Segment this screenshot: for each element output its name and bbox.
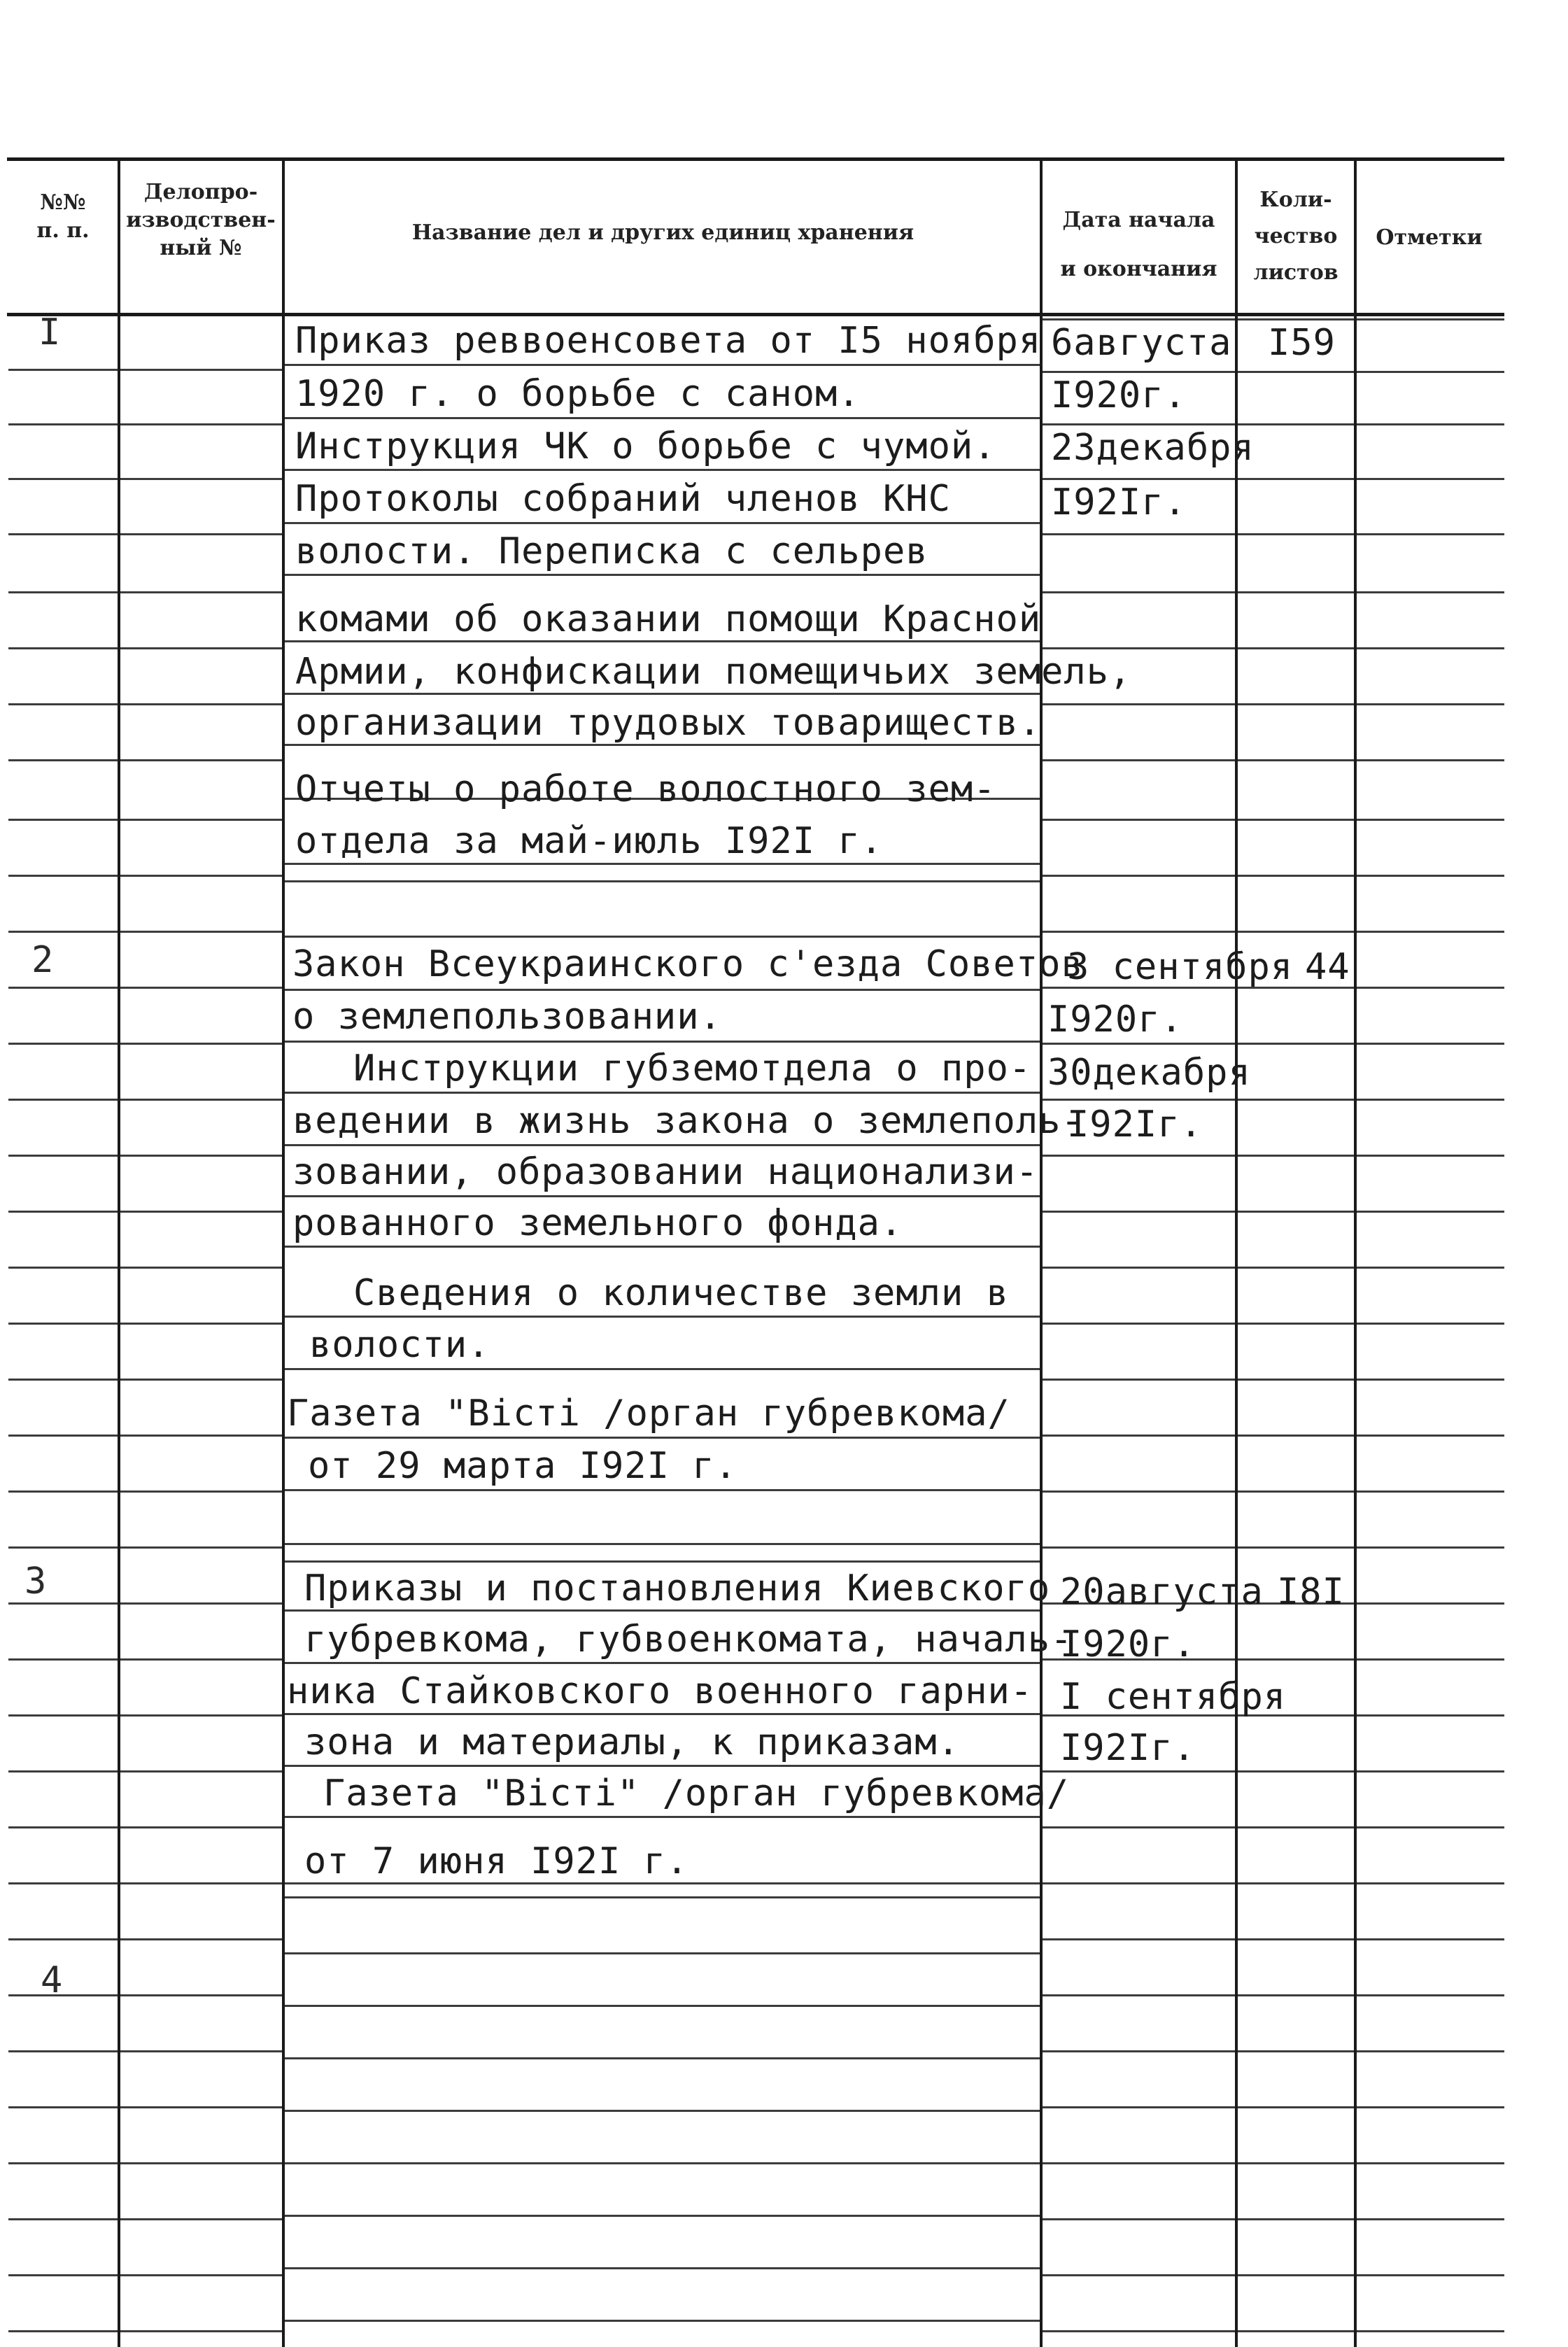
ruled-line-dates-col xyxy=(1043,759,1235,761)
ruled-line-office-col xyxy=(120,1043,282,1045)
ruled-line-title-col xyxy=(285,863,1040,865)
entry-1-line-9: Отчеты о работе волостного зем- xyxy=(295,768,996,810)
ruled-line-sheets-col xyxy=(1238,2274,1354,2276)
ruled-line-number-col xyxy=(8,1882,118,1884)
ruled-line-sheets-col xyxy=(1238,1546,1354,1549)
ruled-line-number-col xyxy=(8,2330,118,2332)
header-sheets-line-1: Коли- xyxy=(1259,188,1332,212)
ruled-line-number-col xyxy=(8,1267,118,1269)
header-notes xyxy=(1357,224,1501,252)
ruled-line-title-col xyxy=(285,2267,1040,2269)
ruled-line-notes-col xyxy=(1357,2050,1504,2052)
ruled-line-number-col xyxy=(8,1714,118,1717)
ruled-line-title-col xyxy=(285,1316,1040,1318)
entry-2-number: 2 xyxy=(31,939,55,981)
entry-3-date-2: I920г. xyxy=(1060,1623,1196,1665)
ruled-line-number-col xyxy=(8,759,118,761)
ruled-line-office-col xyxy=(120,703,282,705)
ruled-line-sheets-col xyxy=(1238,1435,1354,1437)
ruled-line-number-col xyxy=(8,1435,118,1437)
ruled-line-sheets-col xyxy=(1238,478,1354,480)
ruled-line-office-col xyxy=(120,423,282,425)
entry-1-line-8: организации трудовых товариществ. xyxy=(295,702,1042,744)
ruled-line-dates-col xyxy=(1043,1490,1235,1493)
ruled-line-notes-col xyxy=(1357,703,1504,705)
ruled-line-title-col xyxy=(285,1489,1040,1491)
ruled-line-number-col xyxy=(8,1602,118,1605)
header-office-number xyxy=(120,178,281,262)
entry-1-date-3: 23декабря xyxy=(1051,427,1255,469)
ruled-line-title-col xyxy=(285,1144,1040,1146)
entry-4-number: 4 xyxy=(41,1959,64,2001)
ruled-line-dates-col xyxy=(1043,2330,1235,2332)
ruled-line-number-col xyxy=(8,423,118,425)
ruled-line-dates-col xyxy=(1043,478,1235,480)
ruled-line-title-col xyxy=(285,1816,1040,1818)
ruled-line-sheets-col xyxy=(1238,703,1354,705)
ruled-line-dates-col xyxy=(1043,318,1235,320)
ruled-line-title-col xyxy=(285,1368,1040,1370)
ruled-line-number-col xyxy=(8,987,118,989)
ruled-line-dates-col xyxy=(1043,1882,1235,1884)
ruled-line-title-col xyxy=(285,1713,1040,1715)
ruled-line-title-col xyxy=(285,1560,1040,1563)
ruled-line-title-col xyxy=(285,1896,1040,1898)
entry-3-sheets: I8I xyxy=(1277,1571,1345,1613)
ruled-line-dates-col xyxy=(1043,591,1235,593)
ruled-line-title-col xyxy=(285,469,1040,471)
ruled-line-number-col xyxy=(8,703,118,705)
ruled-line-number-col xyxy=(8,533,118,535)
header-dates-line-2: и окончания xyxy=(1060,257,1217,281)
ruled-line-office-col xyxy=(120,647,282,649)
ruled-line-sheets-col xyxy=(1238,423,1354,425)
entry-3-line-3: ника Стайковского военного гарни- xyxy=(287,1670,1033,1712)
ruled-line-office-col xyxy=(120,1490,282,1493)
header-office-line-2: изводствен- xyxy=(126,208,276,232)
ruled-line-office-col xyxy=(120,1435,282,1437)
ruled-line-notes-col xyxy=(1357,819,1504,821)
ruled-line-sheets-col xyxy=(1238,1155,1354,1157)
entry-1-line-10: отдела за май-июль I92I г. xyxy=(295,820,883,862)
ruled-line-office-col xyxy=(120,2274,282,2276)
ruled-line-dates-col xyxy=(1043,2162,1235,2164)
ruled-line-notes-col xyxy=(1357,1155,1504,1157)
ruled-line-notes-col xyxy=(1357,1546,1504,1549)
header-office-line-1: Делопро- xyxy=(143,180,258,204)
ruled-line-office-col xyxy=(120,759,282,761)
ruled-line-title-col xyxy=(285,417,1040,419)
ruled-line-dates-col xyxy=(1043,1379,1235,1381)
header-dates-line-1: Дата начала xyxy=(1062,208,1215,232)
ruled-line-dates-col xyxy=(1043,1435,1235,1437)
header-title xyxy=(287,219,1039,247)
entry-1-date-4: I92Iг. xyxy=(1051,481,1187,523)
ruled-line-title-col xyxy=(285,936,1040,938)
ruled-line-title-col xyxy=(285,574,1040,576)
entry-3-line-4: зона и материалы, к приказам. xyxy=(304,1721,960,1763)
ruled-line-sheets-col xyxy=(1238,647,1354,649)
ruled-line-office-col xyxy=(120,1938,282,1940)
ruled-line-number-col xyxy=(8,369,118,371)
ruled-line-sheets-col xyxy=(1238,1658,1354,1661)
entry-1-line-3: Инструкция ЧК о борьбе с чумой. xyxy=(295,425,996,467)
entry-2-line-6: рованного земельного фонда. xyxy=(292,1202,903,1244)
entry-2-sheets: 44 xyxy=(1305,946,1350,988)
ruled-line-dates-col xyxy=(1043,1826,1235,1828)
ruled-line-number-col xyxy=(8,647,118,649)
ruled-line-notes-col xyxy=(1357,759,1504,761)
entry-1-line-4: Протоколы собраний членов КНС xyxy=(295,478,951,520)
ruled-line-sheets-col xyxy=(1238,1994,1354,1996)
header-sheets xyxy=(1238,182,1354,291)
ruled-line-notes-col xyxy=(1357,2162,1504,2164)
entry-1-line-2: 1920 г. о борьбе с саном. xyxy=(295,373,861,415)
ruled-line-number-col xyxy=(8,1546,118,1549)
ruled-line-dates-col xyxy=(1043,371,1235,373)
column-rule-3 xyxy=(1040,157,1043,2347)
entry-2-date-1: 3 сентября xyxy=(1067,946,1294,988)
entry-3-line-1: Приказы и постановления Киевского xyxy=(304,1567,1051,1609)
column-rule-1 xyxy=(118,157,120,2347)
ruled-line-title-col xyxy=(285,640,1040,642)
ruled-line-office-col xyxy=(120,1602,282,1605)
ruled-line-title-col xyxy=(285,2057,1040,2059)
ruled-line-number-col xyxy=(8,1826,118,1828)
ruled-line-notes-col xyxy=(1357,1602,1504,1605)
ruled-line-title-col xyxy=(285,1543,1040,1545)
ruled-line-sheets-col xyxy=(1238,2106,1354,2108)
ruled-line-office-col xyxy=(120,1379,282,1381)
header-number-line-1: №№ xyxy=(40,190,86,215)
entry-1-date-2: I920г. xyxy=(1051,374,1187,416)
ruled-line-office-col xyxy=(120,1546,282,1549)
entry-1-date-1: 6августа xyxy=(1051,322,1232,364)
ruled-line-office-col xyxy=(120,2050,282,2052)
ruled-line-office-col xyxy=(120,819,282,821)
ruled-line-notes-col xyxy=(1357,2274,1504,2276)
ruled-line-office-col xyxy=(120,1714,282,1717)
ruled-line-office-col xyxy=(120,2218,282,2220)
entry-1-sheets: I59 xyxy=(1268,322,1336,364)
ruled-line-notes-col xyxy=(1357,1211,1504,1213)
ruled-line-title-col xyxy=(285,2162,1040,2164)
header-number-line-2: п. п. xyxy=(36,218,90,243)
entry-2-line-9: Газета "Вістi /орган губревкома/ xyxy=(287,1393,1010,1435)
ruled-line-sheets-col xyxy=(1238,759,1354,761)
ruled-line-number-col xyxy=(8,2050,118,2052)
ruled-line-sheets-col xyxy=(1238,591,1354,593)
ruled-line-notes-col xyxy=(1357,1099,1504,1101)
entry-2-date-2: I920г. xyxy=(1047,999,1183,1041)
entry-1-line-5: волости. Переписка с сельрев xyxy=(295,530,928,572)
entry-2-line-3: Инструкции губземотдела о про- xyxy=(353,1048,1032,1090)
entry-1-line-6: комами об оказании помощи Красной xyxy=(295,598,1042,640)
ruled-line-office-col xyxy=(120,591,282,593)
ruled-line-dates-col xyxy=(1043,1323,1235,1325)
ruled-line-notes-col xyxy=(1357,1379,1504,1381)
ruled-line-office-col xyxy=(120,2330,282,2332)
ruled-line-notes-col xyxy=(1357,1938,1504,1940)
ruled-line-dates-col xyxy=(1043,703,1235,705)
ruled-line-number-col xyxy=(8,1938,118,1940)
header-title-text: Название дел и других единиц хранения xyxy=(411,220,914,245)
ruled-line-notes-col xyxy=(1357,1490,1504,1493)
ruled-line-title-col xyxy=(285,744,1040,746)
ruled-line-office-col xyxy=(120,2162,282,2164)
ruled-line-title-col xyxy=(285,1437,1040,1439)
ruled-line-number-col xyxy=(8,2218,118,2220)
ruled-line-notes-col xyxy=(1357,931,1504,933)
ruled-line-office-col xyxy=(120,987,282,989)
ruled-line-notes-col xyxy=(1357,533,1504,535)
ruled-line-number-col xyxy=(8,1155,118,1157)
ruled-line-notes-col xyxy=(1357,1043,1504,1045)
ruled-line-sheets-col xyxy=(1238,371,1354,373)
ruled-line-number-col xyxy=(8,1379,118,1381)
ruled-line-sheets-col xyxy=(1238,1267,1354,1269)
ruled-line-notes-col xyxy=(1357,2218,1504,2220)
ruled-line-office-col xyxy=(120,1155,282,1157)
ruled-line-office-col xyxy=(120,1994,282,1996)
ruled-line-dates-col xyxy=(1043,2274,1235,2276)
ruled-line-office-col xyxy=(120,1323,282,1325)
ruled-line-notes-col xyxy=(1357,2106,1504,2108)
ruled-line-number-col xyxy=(8,1043,118,1045)
entry-2-line-1: Закон Всеукраинского с'езда Советов xyxy=(292,943,1084,985)
ruled-line-notes-col xyxy=(1357,371,1504,373)
ruled-line-dates-col xyxy=(1043,1043,1235,1045)
header-notes-text: Отметки xyxy=(1376,225,1483,250)
ruled-line-title-col xyxy=(285,1609,1040,1612)
ruled-line-sheets-col xyxy=(1238,1770,1354,1772)
ruled-line-sheets-col xyxy=(1238,1211,1354,1213)
ruled-line-sheets-col xyxy=(1238,875,1354,877)
ruled-line-notes-col xyxy=(1357,591,1504,593)
ruled-line-dates-col xyxy=(1043,1546,1235,1549)
entry-2-date-4: I92Iг. xyxy=(1067,1104,1203,1146)
ruled-line-office-col xyxy=(120,1826,282,1828)
ruled-line-title-col xyxy=(285,693,1040,695)
ruled-line-title-col xyxy=(285,2110,1040,2112)
ruled-line-sheets-col xyxy=(1238,1490,1354,1493)
ruled-line-number-col xyxy=(8,1211,118,1213)
ruled-line-office-col xyxy=(120,478,282,480)
ruled-line-sheets-col xyxy=(1238,1099,1354,1101)
ruled-line-title-col xyxy=(285,522,1040,524)
entry-1-line-1: Приказ реввоенсовета от I5 ноября xyxy=(295,320,1042,362)
header-office-line-3: ный № xyxy=(160,236,242,260)
column-rule-5 xyxy=(1354,157,1357,2347)
ruled-line-dates-col xyxy=(1043,423,1235,425)
ruled-line-number-col xyxy=(8,2274,118,2276)
ruled-line-sheets-col xyxy=(1238,2050,1354,2052)
entry-3-number: 3 xyxy=(24,1560,48,1602)
ruled-line-sheets-col xyxy=(1238,819,1354,821)
ruled-line-sheets-col xyxy=(1238,1826,1354,1828)
ruled-line-notes-col xyxy=(1357,1770,1504,1772)
ruled-line-title-col xyxy=(285,1765,1040,1767)
header-bottom-rule xyxy=(7,313,1504,316)
ruled-line-title-col xyxy=(285,1952,1040,1954)
header-top-rule xyxy=(7,157,1504,161)
ruled-line-dates-col xyxy=(1043,1267,1235,1269)
column-rule-2 xyxy=(282,157,285,2347)
ruled-line-number-col xyxy=(8,875,118,877)
column-rule-4 xyxy=(1235,157,1238,2347)
ruled-line-office-col xyxy=(120,1658,282,1661)
entry-3-line-6: от 7 июня I92I г. xyxy=(304,1840,689,1882)
entry-3-date-3: I сентября xyxy=(1060,1676,1287,1718)
ruled-line-number-col xyxy=(8,2162,118,2164)
ruled-line-office-col xyxy=(120,1211,282,1213)
ruled-line-dates-col xyxy=(1043,2106,1235,2108)
ruled-line-title-col xyxy=(285,1041,1040,1043)
ruled-line-dates-col xyxy=(1043,2218,1235,2220)
ruled-line-office-col xyxy=(120,1099,282,1101)
ruled-line-office-col xyxy=(120,875,282,877)
ruled-line-title-col xyxy=(285,989,1040,991)
ruled-line-title-col xyxy=(285,1662,1040,1664)
ruled-line-sheets-col xyxy=(1238,1882,1354,1884)
ruled-line-title-col xyxy=(285,1882,1040,1884)
ruled-line-notes-col xyxy=(1357,1714,1504,1717)
entry-3-date-4: I92Iг. xyxy=(1060,1727,1196,1769)
ruled-line-title-col xyxy=(285,2320,1040,2322)
ruled-line-dates-col xyxy=(1043,1155,1235,1157)
ruled-line-title-col xyxy=(285,880,1040,882)
entry-2-line-10: от 29 марта I92I г. xyxy=(308,1445,737,1487)
ruled-line-office-col xyxy=(120,369,282,371)
ruled-line-dates-col xyxy=(1043,819,1235,821)
header-sheets-line-3: листов xyxy=(1253,260,1339,285)
ruled-line-office-col xyxy=(120,1882,282,1884)
ruled-line-title-col xyxy=(285,364,1040,366)
header-number xyxy=(14,189,112,245)
entry-3-line-2: губревкома, губвоенкомата, началь- xyxy=(304,1619,1073,1661)
ruled-line-sheets-col xyxy=(1238,318,1354,320)
ruled-line-number-col xyxy=(8,1323,118,1325)
entry-2-line-5: зовании, образовании национализи- xyxy=(292,1151,1039,1193)
ruled-line-dates-col xyxy=(1043,931,1235,933)
ruled-line-office-col xyxy=(120,533,282,535)
ruled-line-office-col xyxy=(120,931,282,933)
ruled-line-title-col xyxy=(285,1195,1040,1197)
ruled-line-notes-col xyxy=(1357,987,1504,989)
ruled-line-notes-col xyxy=(1357,318,1504,320)
header-sheets-line-2: чество xyxy=(1254,224,1338,248)
entry-2-line-7: Сведения о количестве земли в xyxy=(353,1272,1009,1314)
ruled-line-number-col xyxy=(8,1099,118,1101)
ruled-line-sheets-col xyxy=(1238,533,1354,535)
ruled-line-title-col xyxy=(285,2215,1040,2217)
ruled-line-notes-col xyxy=(1357,423,1504,425)
header-dates xyxy=(1043,196,1235,294)
ruled-line-sheets-col xyxy=(1238,2218,1354,2220)
ruled-line-notes-col xyxy=(1357,478,1504,480)
ruled-line-dates-col xyxy=(1043,1211,1235,1213)
ruled-line-number-col xyxy=(8,478,118,480)
ruled-line-number-col xyxy=(8,1770,118,1772)
ruled-line-dates-col xyxy=(1043,2050,1235,2052)
ruled-line-sheets-col xyxy=(1238,1323,1354,1325)
ruled-line-notes-col xyxy=(1357,1267,1504,1269)
ruled-line-title-col xyxy=(285,1246,1040,1248)
ruled-line-dates-col xyxy=(1043,1994,1235,1996)
entry-2-date-3: 30декабря xyxy=(1047,1052,1251,1094)
entry-1-line-7: Армии, конфискации помещичьих земель, xyxy=(295,651,1132,693)
ruled-line-sheets-col xyxy=(1238,2162,1354,2164)
ruled-line-number-col xyxy=(8,1658,118,1661)
ruled-line-notes-col xyxy=(1357,2330,1504,2332)
ruled-line-sheets-col xyxy=(1238,1938,1354,1940)
entry-2-line-8: волости. xyxy=(309,1324,490,1366)
entry-3-date-1: 20августа xyxy=(1060,1571,1264,1613)
ruled-line-notes-col xyxy=(1357,875,1504,877)
ruled-line-notes-col xyxy=(1357,1882,1504,1884)
ruled-line-sheets-col xyxy=(1238,931,1354,933)
ruled-line-notes-col xyxy=(1357,1435,1504,1437)
ruled-line-sheets-col xyxy=(1238,2330,1354,2332)
ruled-line-notes-col xyxy=(1357,647,1504,649)
ruled-line-number-col xyxy=(8,931,118,933)
ruled-line-office-col xyxy=(120,1267,282,1269)
ruled-line-dates-col xyxy=(1043,647,1235,649)
ruled-line-notes-col xyxy=(1357,1323,1504,1325)
ruled-line-number-col xyxy=(8,2106,118,2108)
ruled-line-sheets-col xyxy=(1238,1379,1354,1381)
ruled-line-title-col xyxy=(285,1092,1040,1094)
ruled-line-dates-col xyxy=(1043,1770,1235,1772)
ruled-line-number-col xyxy=(8,591,118,593)
entry-2-line-4: ведении в жизнь закона о землеполь- xyxy=(292,1100,1084,1142)
ruled-line-dates-col xyxy=(1043,875,1235,877)
ruled-line-notes-col xyxy=(1357,1826,1504,1828)
entry-1-number: I xyxy=(38,311,62,353)
ruled-line-office-col xyxy=(120,2106,282,2108)
ruled-line-dates-col xyxy=(1043,1938,1235,1940)
ruled-line-dates-col xyxy=(1043,533,1235,535)
ruled-line-office-col xyxy=(120,1770,282,1772)
ruled-line-title-col xyxy=(285,2005,1040,2007)
ruled-line-number-col xyxy=(8,1490,118,1493)
ruled-line-sheets-col xyxy=(1238,1043,1354,1045)
ruled-line-notes-col xyxy=(1357,1994,1504,1996)
entry-3-line-5: Газета "Вістi" /орган губревкома/ xyxy=(323,1772,1070,1814)
entry-2-line-2: о землепользовании. xyxy=(292,996,722,1038)
ruled-line-notes-col xyxy=(1357,1658,1504,1661)
ruled-line-number-col xyxy=(8,819,118,821)
